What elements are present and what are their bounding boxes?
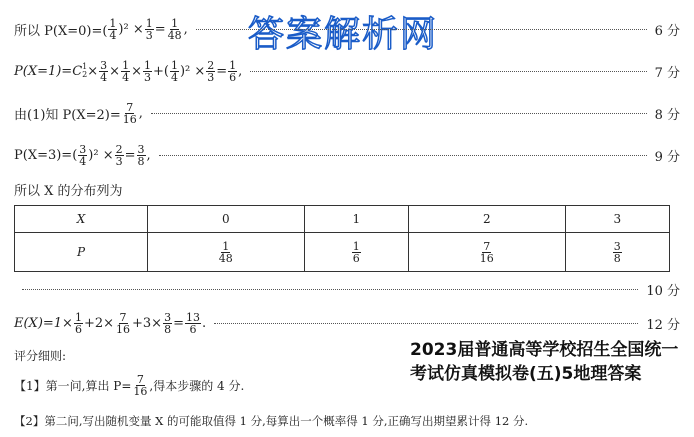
fraction <box>170 60 179 83</box>
denominator: 4 <box>79 154 87 168</box>
superscript: 1 <box>82 62 88 71</box>
numerator: 3 <box>613 239 621 253</box>
denominator: 8 <box>613 251 621 265</box>
fraction <box>185 312 201 335</box>
numerator: 7 <box>136 373 144 386</box>
text: , <box>138 105 143 121</box>
text: , <box>183 21 188 37</box>
fraction <box>122 102 138 125</box>
text: E(X)=1× <box>14 315 73 331</box>
text: )² × <box>179 63 206 79</box>
denominator: 16 <box>122 112 137 126</box>
fraction <box>115 312 131 335</box>
text: = <box>216 63 228 79</box>
fraction <box>206 60 215 83</box>
rubric-item-1 <box>14 374 244 397</box>
numerator: 1 <box>109 16 117 30</box>
table-cell: X <box>15 206 148 233</box>
text: × <box>87 63 99 79</box>
text: × <box>109 63 121 79</box>
subscript: 2 <box>82 70 88 79</box>
dotted-leader <box>214 323 638 324</box>
text: +( <box>152 63 169 79</box>
denominator: 6 <box>352 251 360 265</box>
fraction <box>78 144 87 167</box>
numerator: 1 <box>170 58 178 72</box>
denominator: 4 <box>109 28 117 42</box>
table-row <box>15 206 670 233</box>
fraction <box>99 60 108 83</box>
fraction <box>137 144 146 167</box>
fraction <box>228 60 237 83</box>
numerator: 3 <box>137 142 145 156</box>
table-cell: 3 <box>565 206 669 233</box>
denominator: 4 <box>170 70 178 84</box>
numerator: 3 <box>79 142 87 156</box>
numerator: 7 <box>119 310 127 324</box>
score-label: 9 分 <box>654 149 680 165</box>
denominator: 16 <box>116 322 131 336</box>
numerator: 1 <box>222 239 230 253</box>
table-cell <box>304 233 408 272</box>
fraction <box>613 241 622 264</box>
table-cell: 2 <box>408 206 565 233</box>
fraction <box>167 18 183 41</box>
rubric-item-2: 【2】第二问,写出随机变量 X 的可能取值得 1 分,每算出一个概率得 1 分,正确写出期望累计得 12 分. <box>14 414 529 428</box>
denominator: 48 <box>167 28 182 42</box>
numerator: 1 <box>352 239 360 253</box>
fraction <box>108 18 117 41</box>
denominator: 48 <box>218 251 233 265</box>
table-cell <box>408 233 565 272</box>
fraction <box>121 60 130 83</box>
numerator: 2 <box>207 58 215 72</box>
denominator: 4 <box>122 70 130 84</box>
step-p0 <box>14 14 680 44</box>
text: +3× <box>132 315 163 331</box>
fraction <box>352 241 361 264</box>
denominator: 6 <box>74 322 82 336</box>
text: ,得本步骤的 4 分. <box>149 379 245 393</box>
table-cell <box>565 233 669 272</box>
text: P(X=3)=( <box>14 147 78 163</box>
numerator: 7 <box>126 100 134 114</box>
dotted-leader <box>159 155 647 156</box>
fraction <box>145 18 154 41</box>
text: )² × <box>118 21 144 37</box>
fraction <box>74 312 83 335</box>
fraction <box>132 374 148 397</box>
table-cell: 1 <box>304 206 408 233</box>
denominator: 6 <box>189 322 197 336</box>
table-cell: 0 <box>148 206 305 233</box>
caption-overlay: 2023届普通高等学校招生全国统一考试仿真模拟卷(五)5地理答案 <box>410 338 694 386</box>
score-10-line <box>14 274 680 304</box>
expectation-line <box>14 308 680 338</box>
text: = <box>124 147 136 163</box>
fraction <box>143 60 152 83</box>
dotted-leader <box>196 29 647 30</box>
numerator: 3 <box>100 58 108 72</box>
text: × <box>131 63 142 79</box>
step-p2 <box>14 98 680 128</box>
table-cell: P <box>15 233 148 272</box>
denominator: 3 <box>145 28 153 42</box>
text: )² × <box>88 147 114 163</box>
table-row <box>15 233 670 272</box>
numerator: 1 <box>229 58 237 72</box>
fraction <box>163 312 172 335</box>
dotted-leader <box>151 113 647 114</box>
denominator: 16 <box>479 251 494 265</box>
numerator: 1 <box>171 16 179 30</box>
text: . <box>201 315 207 331</box>
numerator: 13 <box>185 310 200 324</box>
numerator: 1 <box>145 16 153 30</box>
text: P(X=1)=C <box>14 63 83 79</box>
text: = <box>154 21 166 37</box>
fraction <box>479 241 495 264</box>
text: , <box>238 63 243 79</box>
denominator: 3 <box>207 70 215 84</box>
denominator: 3 <box>143 70 151 84</box>
denominator: 8 <box>164 322 172 336</box>
distribution-label: 所以 X 的分布列为 <box>14 184 123 199</box>
denominator: 6 <box>229 70 237 84</box>
text: +2× <box>83 315 115 331</box>
numerator: 1 <box>122 58 130 72</box>
table-cell <box>148 233 305 272</box>
numerator: 7 <box>483 239 491 253</box>
dotted-leader <box>22 289 638 290</box>
text: , <box>146 147 151 163</box>
text: 由(1)知 P(X=2)= <box>14 107 121 123</box>
numerator: 2 <box>115 142 123 156</box>
score-label: 6 分 <box>654 23 680 39</box>
numerator: 1 <box>74 310 82 324</box>
score-label: 7 分 <box>654 65 680 81</box>
fraction <box>115 144 124 167</box>
step-p3 <box>14 140 680 170</box>
watermark-text: 答案解析网 <box>248 14 439 55</box>
fraction <box>218 241 234 264</box>
text: 【1】第一问,算出 P= <box>14 379 132 393</box>
denominator: 8 <box>137 154 145 168</box>
dotted-leader <box>250 71 646 72</box>
numerator: 1 <box>143 58 151 72</box>
text: = <box>173 315 184 331</box>
score-label: 8 分 <box>654 107 680 123</box>
denominator: 3 <box>115 154 123 168</box>
rubric-title: 评分细则: <box>14 349 67 363</box>
score-label: 12 分 <box>646 317 680 333</box>
step-p1 <box>14 56 680 86</box>
text: 所以 P(X=0)=( <box>14 23 108 39</box>
denominator: 4 <box>100 70 108 84</box>
score-label: 10 分 <box>646 283 680 299</box>
denominator: 16 <box>133 385 148 398</box>
numerator: 3 <box>164 310 172 324</box>
distribution-table <box>14 205 670 272</box>
